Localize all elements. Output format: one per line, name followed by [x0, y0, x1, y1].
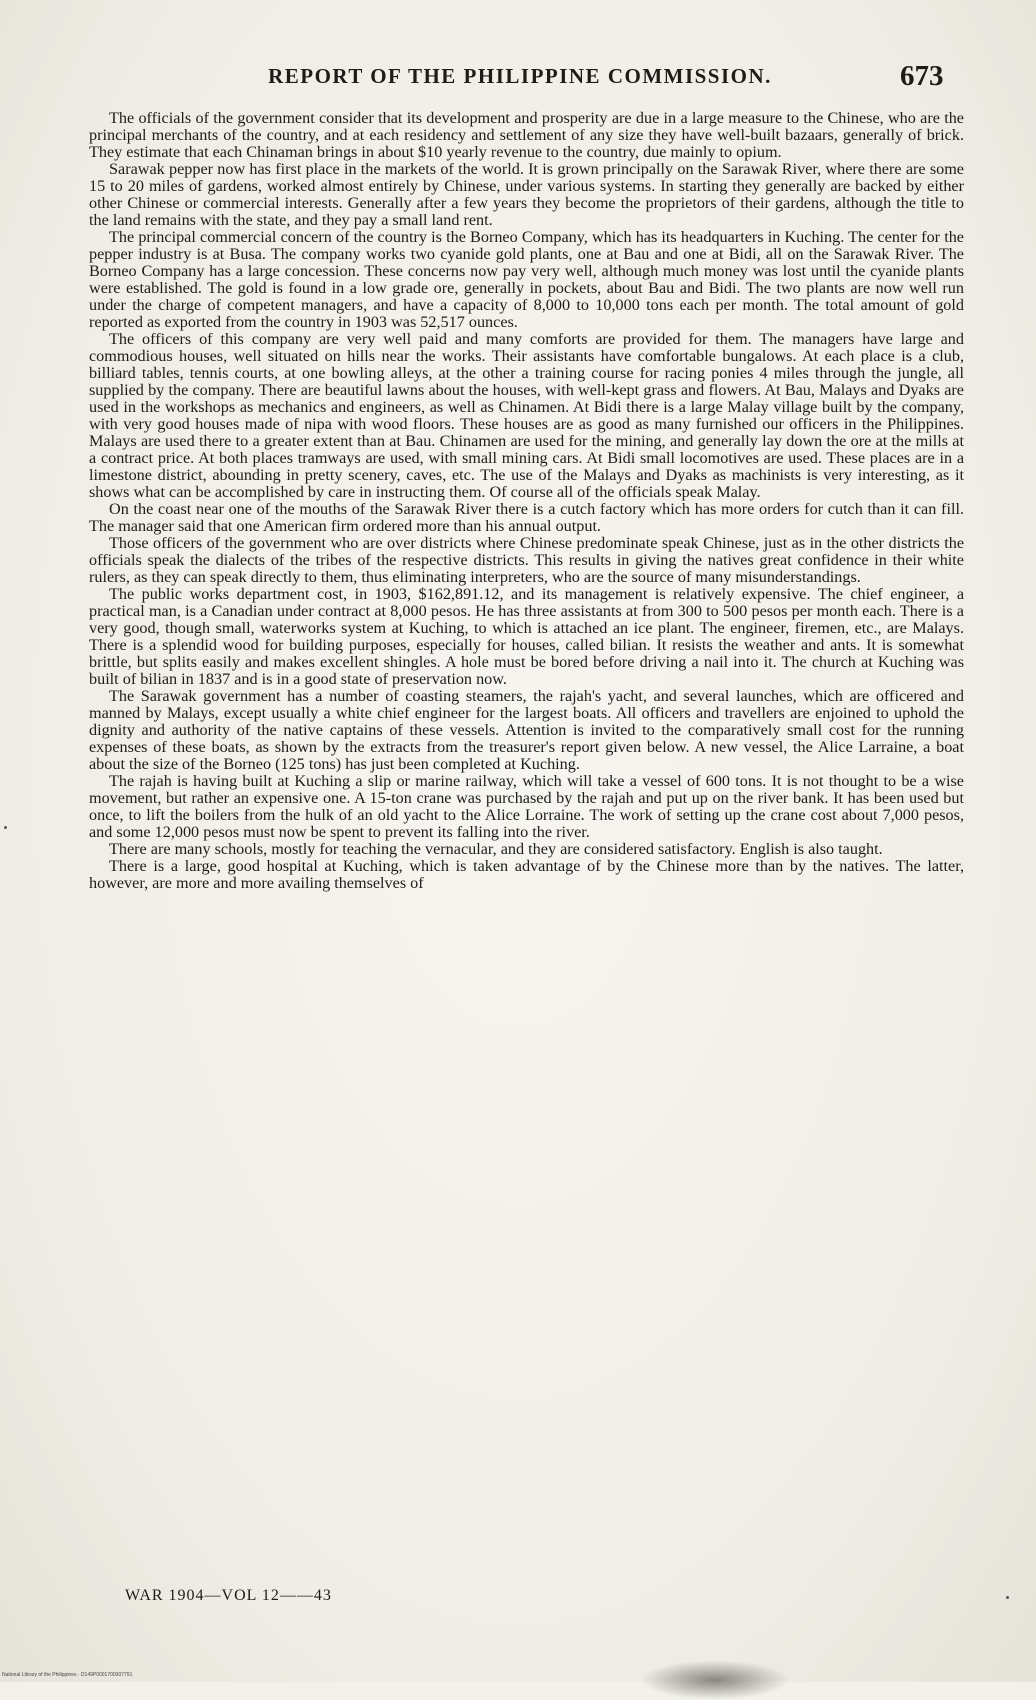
- paragraph: The public works department cost, in 1903, $162,891.12, and its management is relatively expensive. The chief engineer, a practical man, is a Canadian under contract at 8,000 pesos. He has three assistants at from 300 to 500 pesos per month each. There is a very good, though small, waterworks system at Kuching, to which is attached an ice plant. The engineer, firemen, etc., are Malays. There is a splendid wood for building purposes, especially for houses, called bilian. It resists the weather and ants. It is somewhat brittle, but splits easily and makes excellent shingles. A hole must be bored before driving a nail into it. The church at Kuching was built of bilian in 1837 and is in a good state of preservation now.: [89, 585, 964, 688]
- paragraph: Those officers of the government who are over districts where Chinese predominate speak Chinese, just as in the other districts the officials speak the dialects of the tribes of the respective districts. This results in giving the natives great confidence in their white rulers, as they can speak directly to them, thus eliminating interpreters, who are the source of many misunderstandings.: [89, 534, 964, 586]
- page-header: [0, 62, 1036, 102]
- paragraph: There are many schools, mostly for teaching the vernacular, and they are considered satisfactory. English is also taught.: [109, 840, 883, 858]
- page-number: 673: [900, 60, 944, 92]
- body-text: [89, 110, 964, 892]
- paragraph: The officers of this company are very well paid and many comforts are provided for them. The managers have large and commodious houses, well situated on hills near the works. Their assistants have comfortable bungalows. At each place is a club, billiard tables, tennis courts, at one bowling alleys, at the other a training course for racing ponies 4 miles through the jungle, all supplied by the company. There are beautiful lawns about the houses, with well-kept grass and flowers. At Bau, Malays and Dyaks are used in the workshops as mechanics and engineers, as well as Chinamen. At Bidi there is a large Malay village built by the company, with very good houses made of nipa with wood floors. These houses are as good as many furnished our officers in the Philippines. Malays are used there to a greater extent than at Bau. Chinamen are used for the mining, and generally lay down the ore at the mills at a contract price. At both places tramways are used, with small mining cars. At Bidi small locomotives are used. These places are in a limestone district, abounding in pretty scenery, caves, etc. The use of the Malays and Dyaks as machinists is very interesting, as it shows what can be accomplished by care in instructing them. Of course all of the officials speak Malay.: [89, 330, 964, 501]
- running-head: REPORT OF THE PHILIPPINE COMMISSION.: [268, 64, 772, 88]
- paragraph: Sarawak pepper now has first place in the markets of the world. It is grown principally on the Sarawak River, where there are some 15 to 20 miles of gardens, worked almost entirely by Chinese, under various systems. In starting they generally are backed by either other Chinese or commercial interests. Generally after a few years they become the proprietors of their gardens, although the title to the land remains with the state, and they pay a small land rent.: [89, 160, 964, 229]
- paragraph: The Sarawak government has a number of coasting steamers, the rajah's yacht, and several launches, which are officered and manned by Malays, except usually a white chief engineer for the largest boats. All officers and travellers are enjoined to uphold the dignity and authority of the native captains of these vessels. Attention is invited to the comparatively small cost for the running expenses of these boats, as shown by the extracts from the treasurer's report given below. A new vessel, the Alice Larraine, a boat about the size of the Borneo (125 tons) has just been completed at Kuching.: [89, 687, 964, 773]
- paragraph: There is a large, good hospital at Kuching, which is taken advantage of by the Chinese more than by the natives. The latter, however, are more and more availing themselves of: [89, 857, 964, 892]
- paragraph: The principal commercial concern of the country is the Borneo Company, which has its headquarters in Kuching. The center for the pepper industry is at Busa. The company works two cyanide gold plants, one at Bau and one at Bidi, all on the Sarawak River. The Borneo Company has a large concession. These concerns now pay very well, although much money was lost until the cyanide plants were established. The gold is found in a low grade ore, generally in pockets, about Bau and Bidi. The two plants are now well run under the charge of competent managers, and have a capacity of 8,000 to 10,000 tons each per month. The total amount of gold reported as exported from the country in 1903 was 52,517 ounces.: [89, 228, 964, 331]
- scan-shadow: [640, 1660, 790, 1700]
- archive-note: National Library of the Philippines · D149P0001700307791: [2, 1672, 133, 1678]
- gutter-mark: [4, 826, 7, 829]
- paragraph: The officials of the government consider that its development and prosperity are due in a large measure to the Chinese, who are the principal merchants of the country, and at each residency and settlement of any size they have well-built bazaars, generally of brick. They estimate that each Chinaman brings in about $10 yearly revenue to the country, due mainly to opium.: [89, 109, 964, 161]
- gutter-mark: [1006, 1596, 1009, 1599]
- paragraph: On the coast near one of the mouths of the Sarawak River there is a cutch factory which has more orders for cutch than it can fill. The manager said that one American firm ordered more than his annual output.: [89, 500, 964, 535]
- paragraph: The rajah is having built at Kuching a slip or marine railway, which will take a vessel of 600 tons. It is not thought to be a wise movement, but rather an expensive one. A 15-ton crane was purchased by the rajah and put up on the river bank. It has been used but once, to lift the boilers from the hulk of an old yacht to the Alice Lorraine. The work of setting up the crane cost about 7,000 pesos, and some 12,000 pesos must now be spent to prevent its falling into the river.: [89, 772, 964, 841]
- signature-line: WAR 1904—VOL 12——43: [125, 1587, 332, 1604]
